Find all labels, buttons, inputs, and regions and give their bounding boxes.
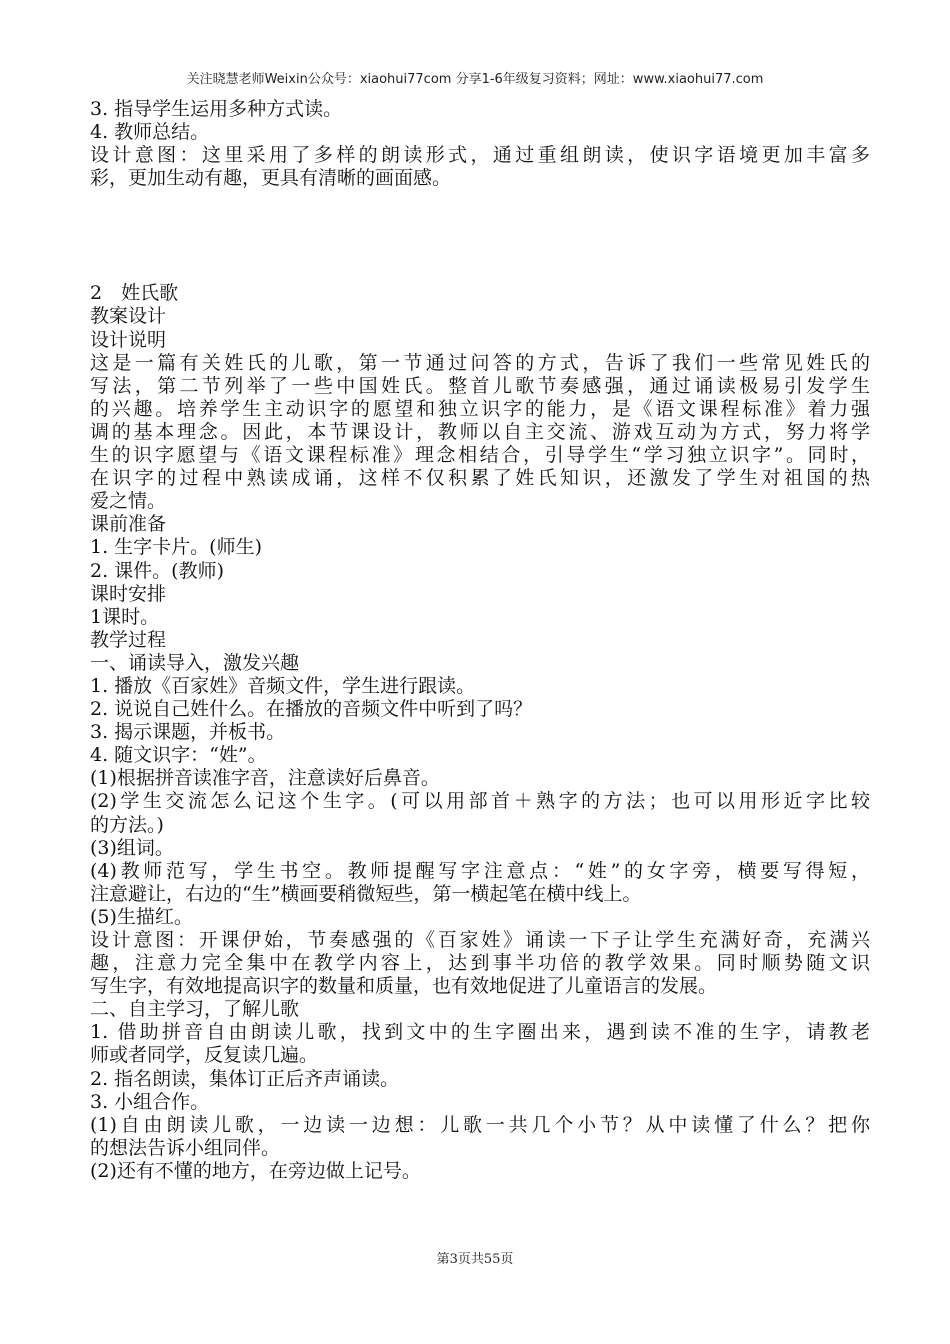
text-line: (2)还有不懂的地方，在旁边做上记号。 — [90, 1159, 421, 1182]
text-line: (1)根据拼音读准字音，注意读好后鼻音。 — [90, 767, 440, 790]
text-line: 4. 教师总结。 — [90, 121, 210, 144]
text-line: 师或者同学，反复读几遍。 — [90, 1044, 319, 1067]
text-line: (4)教师范写，学生书空。教师提醒写字注意点：“姓”的女字旁，横要写得短， — [90, 859, 870, 882]
text-line: 这是一篇有关姓氏的儿歌，第一节通过问答的方式，告诉了我们一些常见姓氏的 — [90, 351, 870, 374]
page-header: 关注晓慧老师Weixin公众号：xiaohui77com 分享1-6年级复习资料；网址：www.xiaohui77.com — [186, 72, 764, 87]
text-line: 1. 生字卡片。(师生) — [90, 536, 262, 559]
text-line: 在识字的过程中熟读成诵，这样不仅积累了姓氏知识，还激发了学生对祖国的热 — [90, 467, 870, 490]
top-section — [90, 98, 870, 190]
text-line: 写法，第二节列举了一些中国姓氏。整首儿歌节奏感强，通过诵读极易引发学生 — [90, 374, 870, 397]
text-line: 的想法告诉小组同伴。 — [90, 1136, 281, 1159]
page-number: 第3页共55页 — [436, 1252, 514, 1267]
section-gap — [90, 190, 870, 282]
text-line: 趣，注意力完全集中在教学内容上，达到事半功倍的教学效果。同时顺势随文识 — [90, 952, 870, 975]
section-heading: 设计说明 — [90, 328, 167, 351]
text-line: 彩，更加生动有趣，更具有清晰的画面感。 — [90, 167, 452, 190]
section-heading: 二、自主学习，了解儿歌 — [90, 998, 300, 1021]
text-line: 的兴趣。培养学生主动识字的愿望和独立识字的能力，是《语文课程标准》着力强 — [90, 397, 870, 420]
text-line: 1. 借助拼音自由朗读儿歌，找到文中的生字圈出来，遇到读不准的生字，请教老 — [90, 1021, 870, 1044]
text-line: 3. 揭示课题，并板书。 — [90, 721, 286, 744]
section-heading: 课前准备 — [90, 513, 167, 536]
text-line: 1课时。 — [90, 605, 160, 628]
text-line: (1)自由朗读儿歌，一边读一边想：儿歌一共几个小节？从中读懂了什么？把你 — [90, 1113, 870, 1136]
text-line: (2)学生交流怎么记这个生字。(可以用部首＋熟字的方法；也可以用形近字比较 — [90, 790, 870, 813]
text-line: 2. 说说自己姓什么。在播放的音频文件中听到了吗？ — [90, 698, 533, 721]
section-heading: 教学过程 — [90, 628, 167, 651]
text-line: 3. 指导学生运用多种方式读。 — [90, 98, 343, 120]
text-line: 调的基本理念。因此，本节课设计，教师以自主交流、游戏互动为方式，努力将学 — [90, 420, 870, 443]
section-heading: 教案设计 — [90, 305, 167, 328]
text-line: 爱之情。 — [90, 490, 167, 513]
document-body — [90, 98, 870, 1183]
text-line: 的方法。) — [90, 813, 164, 836]
text-line: 设计意图：开课伊始，节奏感强的《百家姓》诵读一下子让学生充满好奇，充满兴 — [90, 929, 870, 951]
text-line: 4. 随文识字：“姓”。 — [90, 744, 267, 767]
text-line: 1. 播放《百家姓》音频文件，学生进行跟读。 — [90, 674, 476, 697]
text-line: 写生字，有效地提高识字的数量和质量，也有效地促进了儿童语言的发展。 — [90, 975, 718, 998]
section-heading: 课时安排 — [90, 582, 167, 605]
text-line: (5)生描红。 — [90, 905, 193, 928]
text-line: 3. 小组合作。 — [90, 1090, 210, 1113]
text-line: 设计意图：这里采用了多样的朗读形式，通过重组朗读，使识字语境更加丰富多 — [90, 144, 870, 167]
text-line: 注意避让，右边的“生”横画要稍微短些，第一横起笔在横中线上。 — [90, 882, 642, 905]
text-line: 2. 课件。(教师) — [90, 559, 224, 582]
section-heading: 一、诵读导入，激发兴趣 — [90, 651, 300, 674]
text-line: 2. 指名朗读，集体订正后齐声诵读。 — [90, 1067, 400, 1090]
lesson-title: 2 姓氏歌 — [90, 282, 179, 305]
text-line: (3)组词。 — [90, 836, 174, 859]
main-section — [90, 282, 870, 1183]
text-line: 生的识字愿望与《语文课程标准》理念相结合，引导学生“学习独立识字”。同时， — [90, 444, 870, 467]
